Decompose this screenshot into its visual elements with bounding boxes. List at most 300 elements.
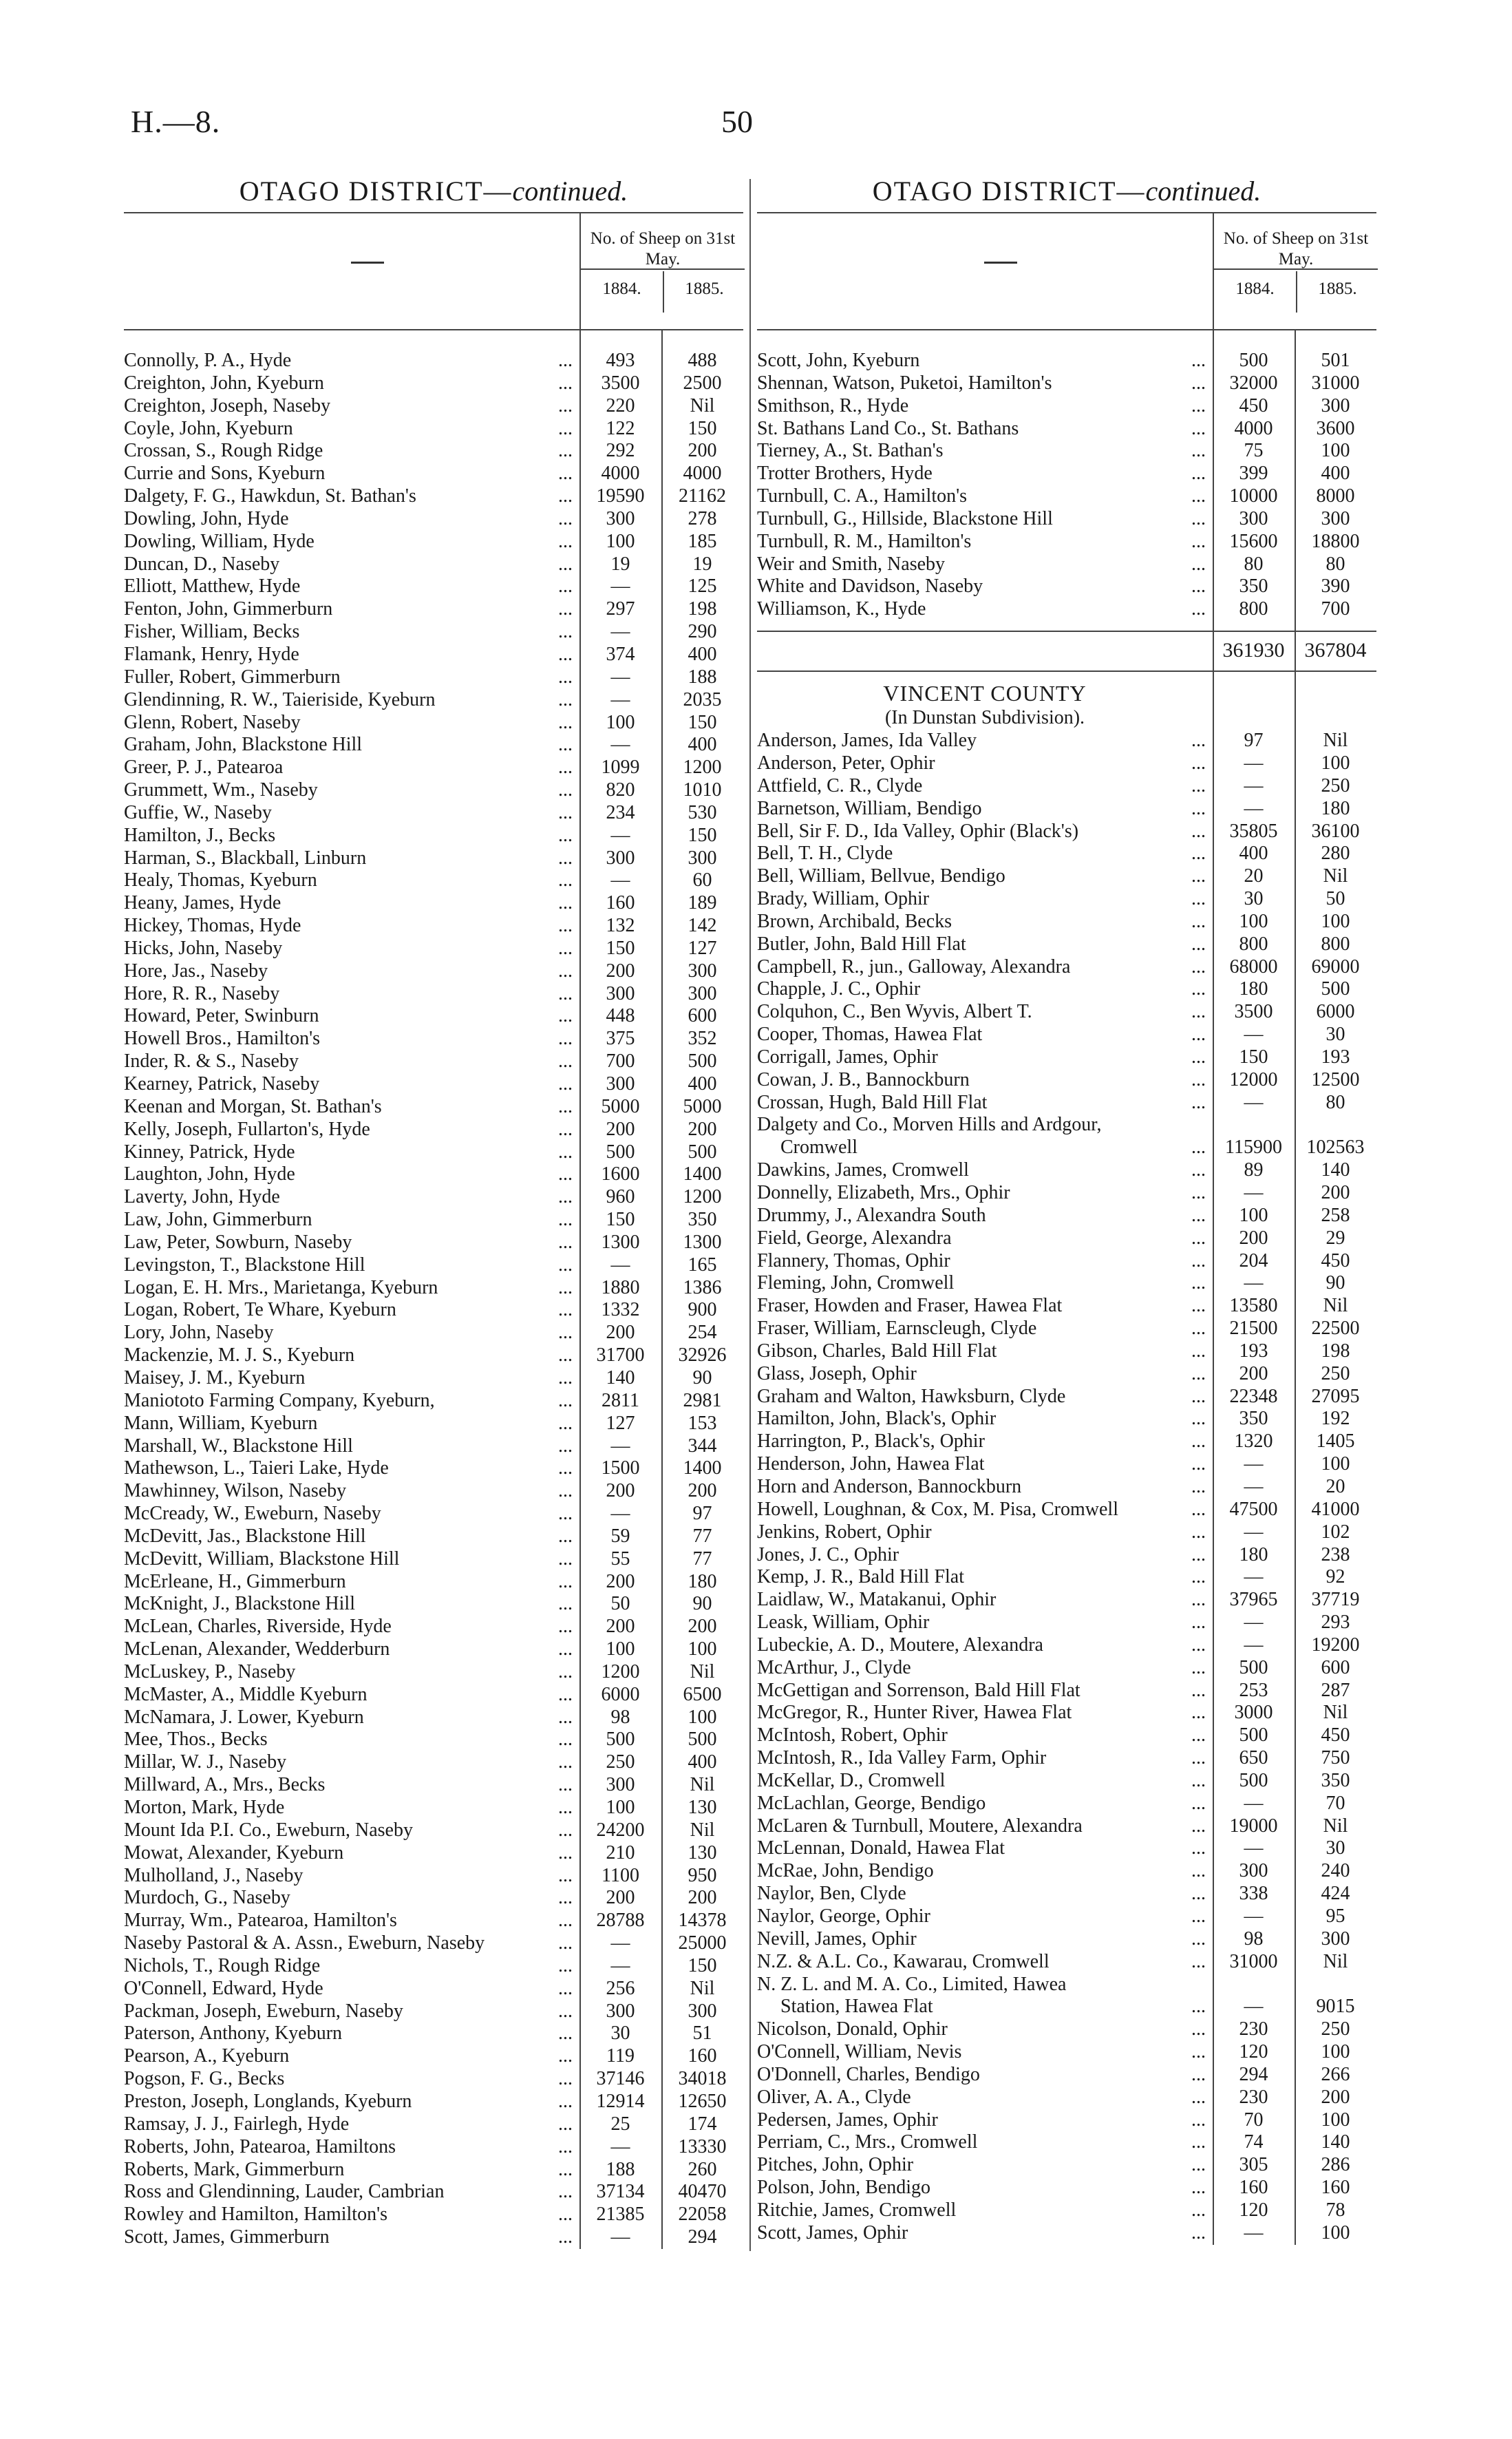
table-row	[757, 798, 1376, 821]
holder-name: Naylor, Ben, Clyde	[757, 1883, 906, 1905]
table-row	[124, 372, 743, 395]
leader-dots: ...	[537, 2068, 573, 2091]
page-number: 50	[721, 104, 753, 139]
leader-dots: ...	[1170, 978, 1206, 1001]
sheep-1884: 1300	[601, 1231, 640, 1253]
vincent-rows	[757, 730, 1376, 2245]
table-row	[757, 2109, 1376, 2132]
sheep-1884: 1600	[601, 1163, 640, 1185]
sheep-1884: —	[1244, 1024, 1264, 1046]
holder-name: Roberts, Mark, Gimmerburn	[124, 2158, 345, 2180]
table-row	[757, 2154, 1376, 2177]
total-1884: 361930	[1222, 639, 1285, 662]
sheep-1885: 600	[688, 1005, 717, 1027]
holder-name: Pearson, A., Kyeburn	[124, 2045, 290, 2067]
sheep-1884: 180	[1239, 1543, 1268, 1565]
leader-dots: ...	[1170, 843, 1206, 865]
holder-name: Fraser, Howden and Fraser, Hawea Flat	[757, 1295, 1063, 1317]
leader-dots: ...	[1170, 1793, 1206, 1815]
table-row	[124, 1367, 743, 1390]
sheep-1885: 142	[688, 915, 717, 937]
table-row	[124, 463, 743, 485]
sheep-1885: 700	[1321, 598, 1350, 620]
table-row	[124, 440, 743, 463]
sheep-1885: 90	[692, 1366, 712, 1389]
sheep-1884: 500	[606, 1729, 635, 1751]
year-1884-header: 1884.	[602, 279, 641, 298]
table-row	[757, 2018, 1376, 2041]
sheep-header	[1213, 213, 1378, 329]
sheep-1884: 37134	[596, 2181, 645, 2203]
holder-name: Healy, Thomas, Kyeburn	[124, 869, 317, 891]
leader-dots: ...	[537, 825, 573, 847]
table-row	[757, 1046, 1376, 1069]
table-row	[757, 1227, 1376, 1250]
sheep-1884: 150	[1239, 1046, 1268, 1068]
leader-dots: ...	[1170, 1521, 1206, 1544]
right-table-body	[757, 330, 1376, 2245]
sheep-1885: 92	[1325, 1566, 1345, 1588]
leader-dots: ...	[537, 531, 573, 553]
table-row	[124, 485, 743, 508]
holder-name: St. Bathans Land Co., St. Bathans	[757, 417, 1019, 439]
sheep-1884: 4000	[601, 463, 640, 485]
table-row	[124, 2181, 743, 2204]
table-row	[124, 869, 743, 892]
sheep-1884: —	[610, 824, 630, 846]
holder-name: Elliott, Matthew, Hyde	[124, 576, 301, 598]
sheep-1885: 102	[1321, 1521, 1350, 1543]
holder-name: Tierney, A., St. Bathan's	[757, 440, 944, 462]
sheep-1884: 100	[606, 530, 635, 552]
sheep-1885: 950	[688, 1864, 717, 1886]
holder-name: Graham, John, Blackstone Hill	[124, 734, 363, 756]
sheep-1885: 240	[1321, 1860, 1350, 1882]
leader-dots: ...	[1170, 752, 1206, 775]
table-row	[124, 1344, 743, 1367]
holder-name: Kelly, Joseph, Fullarton's, Hyde	[124, 1118, 370, 1140]
table-row	[124, 915, 743, 938]
holder-name: Greer, P. J., Patearoa	[124, 757, 284, 779]
table-row	[757, 1724, 1376, 1747]
leader-dots: ...	[1170, 1092, 1206, 1115]
holder-name: Mount Ida P.I. Co., Eweburn, Naseby	[124, 1819, 413, 1841]
sheep-1884: —	[610, 576, 630, 598]
sheep-1885: Nil	[690, 1660, 715, 1682]
leader-dots: ...	[537, 757, 573, 779]
sheep-1884: 75	[1244, 440, 1264, 462]
sheep-1885: 450	[1321, 1724, 1350, 1746]
sheep-1885: 501	[1321, 350, 1350, 371]
leader-dots: ...	[537, 734, 573, 757]
sheep-1885: 30	[1325, 1837, 1345, 1859]
sheep-1884: 300	[606, 2000, 635, 2022]
table-row	[757, 1024, 1376, 1046]
sheep-1885: 450	[1321, 1249, 1350, 1271]
table-row	[124, 2023, 743, 2045]
holder-name: McDevitt, Jas., Blackstone Hill	[124, 1525, 366, 1547]
leader-dots: ...	[1170, 1680, 1206, 1702]
sheep-1884: 31700	[596, 1344, 645, 1366]
leader-dots: ...	[537, 1797, 573, 1819]
leader-dots: ...	[1170, 2154, 1206, 2177]
sheep-1885: 165	[688, 1254, 717, 1276]
sheep-1885: 6000	[1316, 1001, 1355, 1023]
sheep-1885: 188	[688, 666, 717, 688]
sheep-1884: 160	[1239, 2177, 1268, 2199]
sheep-1884: 350	[1239, 1408, 1268, 1430]
sheep-1885: 19	[692, 553, 712, 575]
leader-dots: ...	[1170, 1724, 1206, 1747]
sheep-1884: —	[1244, 2221, 1264, 2243]
sheep-1884: 200	[606, 1118, 635, 1140]
leader-dots: ...	[537, 1932, 573, 1955]
sheep-1885: 1400	[683, 1163, 722, 1185]
holder-name: Ramsay, J. J., Fairlegh, Hyde	[124, 2113, 350, 2135]
sheep-1885: 21162	[679, 485, 726, 507]
holder-name: Anderson, Peter, Ophir	[757, 752, 935, 774]
sheep-1884: —	[1244, 1272, 1264, 1294]
holder-name: Bell, William, Bellvue, Bendigo	[757, 865, 1005, 887]
holder-name: Barnetson, William, Bendigo	[757, 797, 982, 819]
holder-name: McLaren & Turnbull, Moutere, Alexandra	[757, 1815, 1083, 1837]
holder-name: Levingston, T., Blackstone Hill	[124, 1254, 365, 1276]
table-row	[124, 1277, 743, 1300]
holder-name: Howell Bros., Hamilton's	[124, 1028, 321, 1050]
table-row	[124, 1910, 743, 1932]
sheep-1884: 89	[1244, 1159, 1264, 1181]
table-row	[124, 2113, 743, 2136]
sheep-1884: 32000	[1229, 372, 1278, 394]
table-row	[757, 1092, 1376, 1115]
holder-name: Brown, Archibald, Becks	[757, 910, 952, 932]
leader-dots: ...	[1170, 1702, 1206, 1724]
holder-name: Millar, W. J., Naseby	[124, 1751, 287, 1773]
sheep-1885: 180	[1321, 797, 1350, 819]
table-row	[757, 1295, 1376, 1318]
sheep-1885: 78	[1325, 2199, 1345, 2221]
sheep-1884: 100	[1239, 910, 1268, 932]
sheep-1884: 1500	[601, 1457, 640, 1479]
table-row	[757, 1069, 1376, 1092]
sheep-1885: 14378	[678, 1910, 727, 1932]
table-row	[124, 1616, 743, 1638]
sheep-1884: 300	[1239, 507, 1268, 529]
sheep-1885: 160	[688, 2045, 717, 2067]
table-row	[757, 1996, 1376, 2018]
leader-dots: ...	[1170, 1589, 1206, 1612]
sheep-1884: 2811	[601, 1389, 639, 1411]
sheep-1884: 98	[610, 1706, 630, 1728]
sheep-1884: 200	[606, 1616, 635, 1638]
sheep-1885: 100	[1321, 910, 1350, 932]
leader-dots: ...	[537, 1910, 573, 1932]
table-row	[124, 983, 743, 1006]
holder-name: Bell, T. H., Clyde	[757, 843, 893, 865]
sheep-1884: —	[610, 666, 630, 688]
leader-dots: ...	[1170, 2064, 1206, 2087]
leader-dots: ...	[537, 2023, 573, 2045]
sheep-1884: 374	[606, 643, 635, 665]
sheep-1884: —	[610, 2135, 630, 2157]
table-row	[757, 888, 1376, 911]
sheep-1884: 21385	[596, 2204, 645, 2226]
table-row	[757, 395, 1376, 418]
sheep-1884: 210	[606, 1841, 635, 1863]
sheep-1885: 300	[688, 960, 717, 982]
sheep-1884: 180	[1239, 978, 1268, 1000]
leader-dots: ...	[537, 644, 573, 666]
leader-dots: ...	[537, 1819, 573, 1842]
sheep-1884: 350	[1239, 576, 1268, 598]
leader-dots: ...	[1170, 1476, 1206, 1499]
sheep-1884: 59	[610, 1525, 630, 1547]
sheep-1884: 100	[606, 711, 635, 733]
sheep-1884: 188	[606, 2158, 635, 2180]
holder-name: O'Connell, Edward, Hyde	[124, 1977, 323, 1999]
sheep-1885: 160	[1321, 2177, 1350, 2199]
sheep-1885: 3600	[1316, 417, 1355, 439]
sheep-1885: 80	[1325, 553, 1345, 575]
sheep-1884: 193	[1239, 1340, 1268, 1362]
table-row	[757, 1205, 1376, 1227]
leader-dots: ...	[537, 463, 573, 485]
sheep-1884: 35805	[1229, 820, 1278, 842]
leader-dots: ...	[1170, 1815, 1206, 1838]
table-row	[757, 1001, 1376, 1024]
leader-dots: ...	[537, 372, 573, 395]
leader-dots: ...	[1170, 2131, 1206, 2154]
sheep-1884: 127	[606, 1412, 635, 1434]
holder-name: Naseby Pastoral & A. Assn., Eweburn, Naseby	[124, 1932, 485, 1954]
sheep-1885: 198	[1321, 1340, 1350, 1362]
sheep-1884: —	[1244, 1521, 1264, 1543]
table-row	[124, 666, 743, 689]
sheep-1885: 70	[1325, 1792, 1345, 1814]
sheep-1885: 260	[688, 2158, 717, 2180]
leader-dots: ...	[537, 1571, 573, 1594]
holder-name: Murray, Wm., Patearoa, Hamilton's	[124, 1910, 397, 1932]
leader-dots: ...	[1170, 1386, 1206, 1408]
table-row	[124, 576, 743, 598]
sheep-1885: 27095	[1311, 1385, 1360, 1407]
leader-dots: ...	[537, 1254, 573, 1277]
leader-dots: ...	[537, 508, 573, 531]
table-row	[757, 1544, 1376, 1567]
table-row	[124, 1525, 743, 1548]
sheep-1884: 300	[606, 982, 635, 1004]
table-row	[757, 1612, 1376, 1634]
sheep-1885: 192	[1321, 1408, 1350, 1430]
sheep-1884: 800	[1239, 933, 1268, 955]
leader-dots: ...	[1170, 598, 1206, 621]
holder-name: Jenkins, Robert, Ophir	[757, 1521, 932, 1543]
sheep-1885: 18800	[1311, 530, 1360, 552]
sheep-1884: 120	[1239, 2199, 1268, 2221]
sheep-1885: 140	[1321, 1159, 1350, 1181]
sheep-1884: 150	[606, 937, 635, 959]
table-row	[124, 1322, 743, 1344]
sheep-1884: —	[1244, 1996, 1264, 2018]
holder-name: Graham and Walton, Hawksburn, Clyde	[757, 1385, 1066, 1407]
leader-dots: ...	[1170, 508, 1206, 531]
sheep-1885: 200	[1321, 1182, 1350, 1203]
holder-name: Mann, William, Kyeburn	[124, 1412, 318, 1434]
table-row	[757, 1793, 1376, 1815]
leader-dots: ...	[537, 847, 573, 870]
table-row	[124, 418, 743, 441]
sheep-1885: 100	[1321, 2041, 1350, 2063]
holder-name: Nicolson, Donald, Ophir	[757, 2018, 948, 2040]
holder-name: Grummett, Wm., Naseby	[124, 779, 318, 801]
sheep-1884: 305	[1239, 2154, 1268, 2176]
table-row	[124, 1096, 743, 1119]
leader-dots: ...	[1170, 730, 1206, 752]
sheep-1884: 70	[1244, 2109, 1264, 2131]
sheep-1884: 500	[1239, 1724, 1268, 1746]
table-row	[757, 2222, 1376, 2245]
holder-name: Maniototo Farming Company, Kyeburn,	[124, 1389, 435, 1411]
table-row	[757, 730, 1376, 752]
holder-name: Pitches, John, Ophir	[757, 2154, 914, 2176]
table-row	[757, 1951, 1376, 1974]
table-row	[757, 752, 1376, 775]
sheep-1885: 193	[1321, 1046, 1350, 1068]
sheep-1884: 200	[606, 960, 635, 982]
sheep-1885: 174	[688, 2113, 717, 2135]
sheep-1884: 122	[606, 417, 635, 439]
holder-name: Glass, Joseph, Ophir	[757, 1362, 917, 1384]
leader-dots: ...	[537, 1978, 573, 2000]
holder-name: O'Connell, William, Nevis	[757, 2041, 962, 2063]
leader-dots: ...	[537, 1435, 573, 1458]
table-row	[757, 2131, 1376, 2154]
sheep-1884: 294	[1239, 2063, 1268, 2085]
leader-dots: ...	[1170, 1430, 1206, 1453]
holder-name: Howell, Loughnan, & Cox, M. Pisa, Cromwell	[757, 1498, 1118, 1520]
sheep-1884: 3000	[1234, 1702, 1273, 1724]
table-row	[124, 892, 743, 915]
table-row	[124, 1729, 743, 1751]
holder-name: O'Donnell, Charles, Bendigo	[757, 2063, 980, 2085]
table-row	[757, 1272, 1376, 1295]
sheep-1885: 153	[688, 1412, 717, 1434]
sheep-1884: —	[1244, 1905, 1264, 1927]
sheep-1885: 287	[1321, 1679, 1350, 1701]
table-row	[757, 1114, 1376, 1137]
leader-dots: ...	[537, 1277, 573, 1300]
holder-name: Packman, Joseph, Eweburn, Naseby	[124, 2000, 403, 2022]
holder-name: Cromwell	[780, 1137, 858, 1159]
table-row	[757, 2199, 1376, 2222]
holder-name: Nevill, James, Ophir	[757, 1928, 917, 1950]
sheep-1884: —	[1244, 1634, 1264, 1656]
leader-dots: ...	[537, 1774, 573, 1797]
sheep-1884: 960	[606, 1186, 635, 1208]
table-row	[124, 1887, 743, 1910]
sheep-1885: 250	[1321, 2018, 1350, 2040]
holder-name: Hamilton, J., Becks	[124, 824, 276, 846]
sheep-header-label: No. of Sheep on 31st May.	[581, 213, 745, 270]
holder-name: Kinney, Patrick, Hyde	[124, 1141, 295, 1163]
sheep-1884: 22348	[1229, 1385, 1278, 1407]
holder-name: Marshall, W., Blackstone Hill	[124, 1435, 353, 1457]
table-row	[757, 1521, 1376, 1544]
table-row	[757, 463, 1376, 485]
name-column-dash	[984, 262, 1017, 264]
leader-dots: ...	[537, 418, 573, 441]
sheep-1885: 41000	[1311, 1498, 1360, 1520]
table-row	[757, 531, 1376, 553]
leader-dots: ...	[1170, 1318, 1206, 1340]
sheep-1885: 278	[688, 507, 717, 529]
leader-dots: ...	[1170, 1634, 1206, 1657]
table-row	[757, 1340, 1376, 1363]
leader-dots: ...	[537, 2136, 573, 2159]
sheep-1885: 530	[688, 801, 717, 823]
table-row	[757, 553, 1376, 576]
holder-name: Laughton, John, Hyde	[124, 1163, 295, 1185]
leader-dots: ...	[1170, 821, 1206, 843]
leader-dots: ...	[537, 350, 573, 372]
holder-name: Corrigall, James, Ophir	[757, 1046, 938, 1068]
table-row	[124, 1548, 743, 1571]
leader-dots: ...	[1170, 1250, 1206, 1273]
table-row	[757, 1905, 1376, 1928]
sheep-1884: 30	[610, 2023, 630, 2045]
table-row	[124, 621, 743, 644]
leader-dots: ...	[1170, 1928, 1206, 1951]
leader-dots: ...	[537, 1661, 573, 1684]
leader-dots: ...	[1170, 1951, 1206, 1974]
sheep-1884: 253	[1239, 1679, 1268, 1701]
holder-name: Hore, R. R., Naseby	[124, 982, 280, 1004]
holder-name: Dalgety and Co., Morven Hills and Ardgour,	[757, 1114, 1102, 1136]
table-row	[757, 1408, 1376, 1430]
leader-dots: ...	[1170, 1046, 1206, 1069]
table-row	[124, 2091, 743, 2113]
sheep-1885: 400	[688, 734, 717, 756]
holder-name: Guffie, W., Naseby	[124, 801, 272, 823]
sheep-1884: 12000	[1229, 1068, 1278, 1090]
table-row	[124, 1163, 743, 1186]
sheep-1885: 8000	[1316, 485, 1355, 507]
table-row	[124, 1797, 743, 1819]
sheep-1884: 292	[606, 440, 635, 462]
holder-name: Mackenzie, M. J. S., Kyeburn	[124, 1344, 355, 1366]
holder-name: White and Davidson, Naseby	[757, 576, 983, 598]
table-row	[124, 2000, 743, 2023]
leader-dots: ...	[1170, 1612, 1206, 1634]
sheep-1884: 12914	[596, 2090, 645, 2112]
table-row	[124, 1186, 743, 1209]
holder-name: Flamank, Henry, Hyde	[124, 643, 299, 665]
sheep-1884: —	[610, 1954, 630, 1976]
sheep-1885: Nil	[1323, 1950, 1348, 1972]
sheep-1885: 900	[688, 1299, 717, 1321]
table-row	[124, 1232, 743, 1254]
leader-dots: ...	[537, 598, 573, 621]
sheep-1884: —	[1244, 1091, 1264, 1113]
table-row	[757, 1363, 1376, 1386]
leader-dots: ...	[1170, 933, 1206, 956]
holder-name: McKnight, J., Blackstone Hill	[124, 1593, 355, 1615]
sheep-1885: 125	[688, 576, 717, 598]
leader-dots: ...	[537, 1729, 573, 1751]
leader-dots: ...	[1170, 2222, 1206, 2245]
holder-name: Heany, James, Hyde	[124, 892, 281, 914]
sheep-1885: 130	[688, 1841, 717, 1863]
